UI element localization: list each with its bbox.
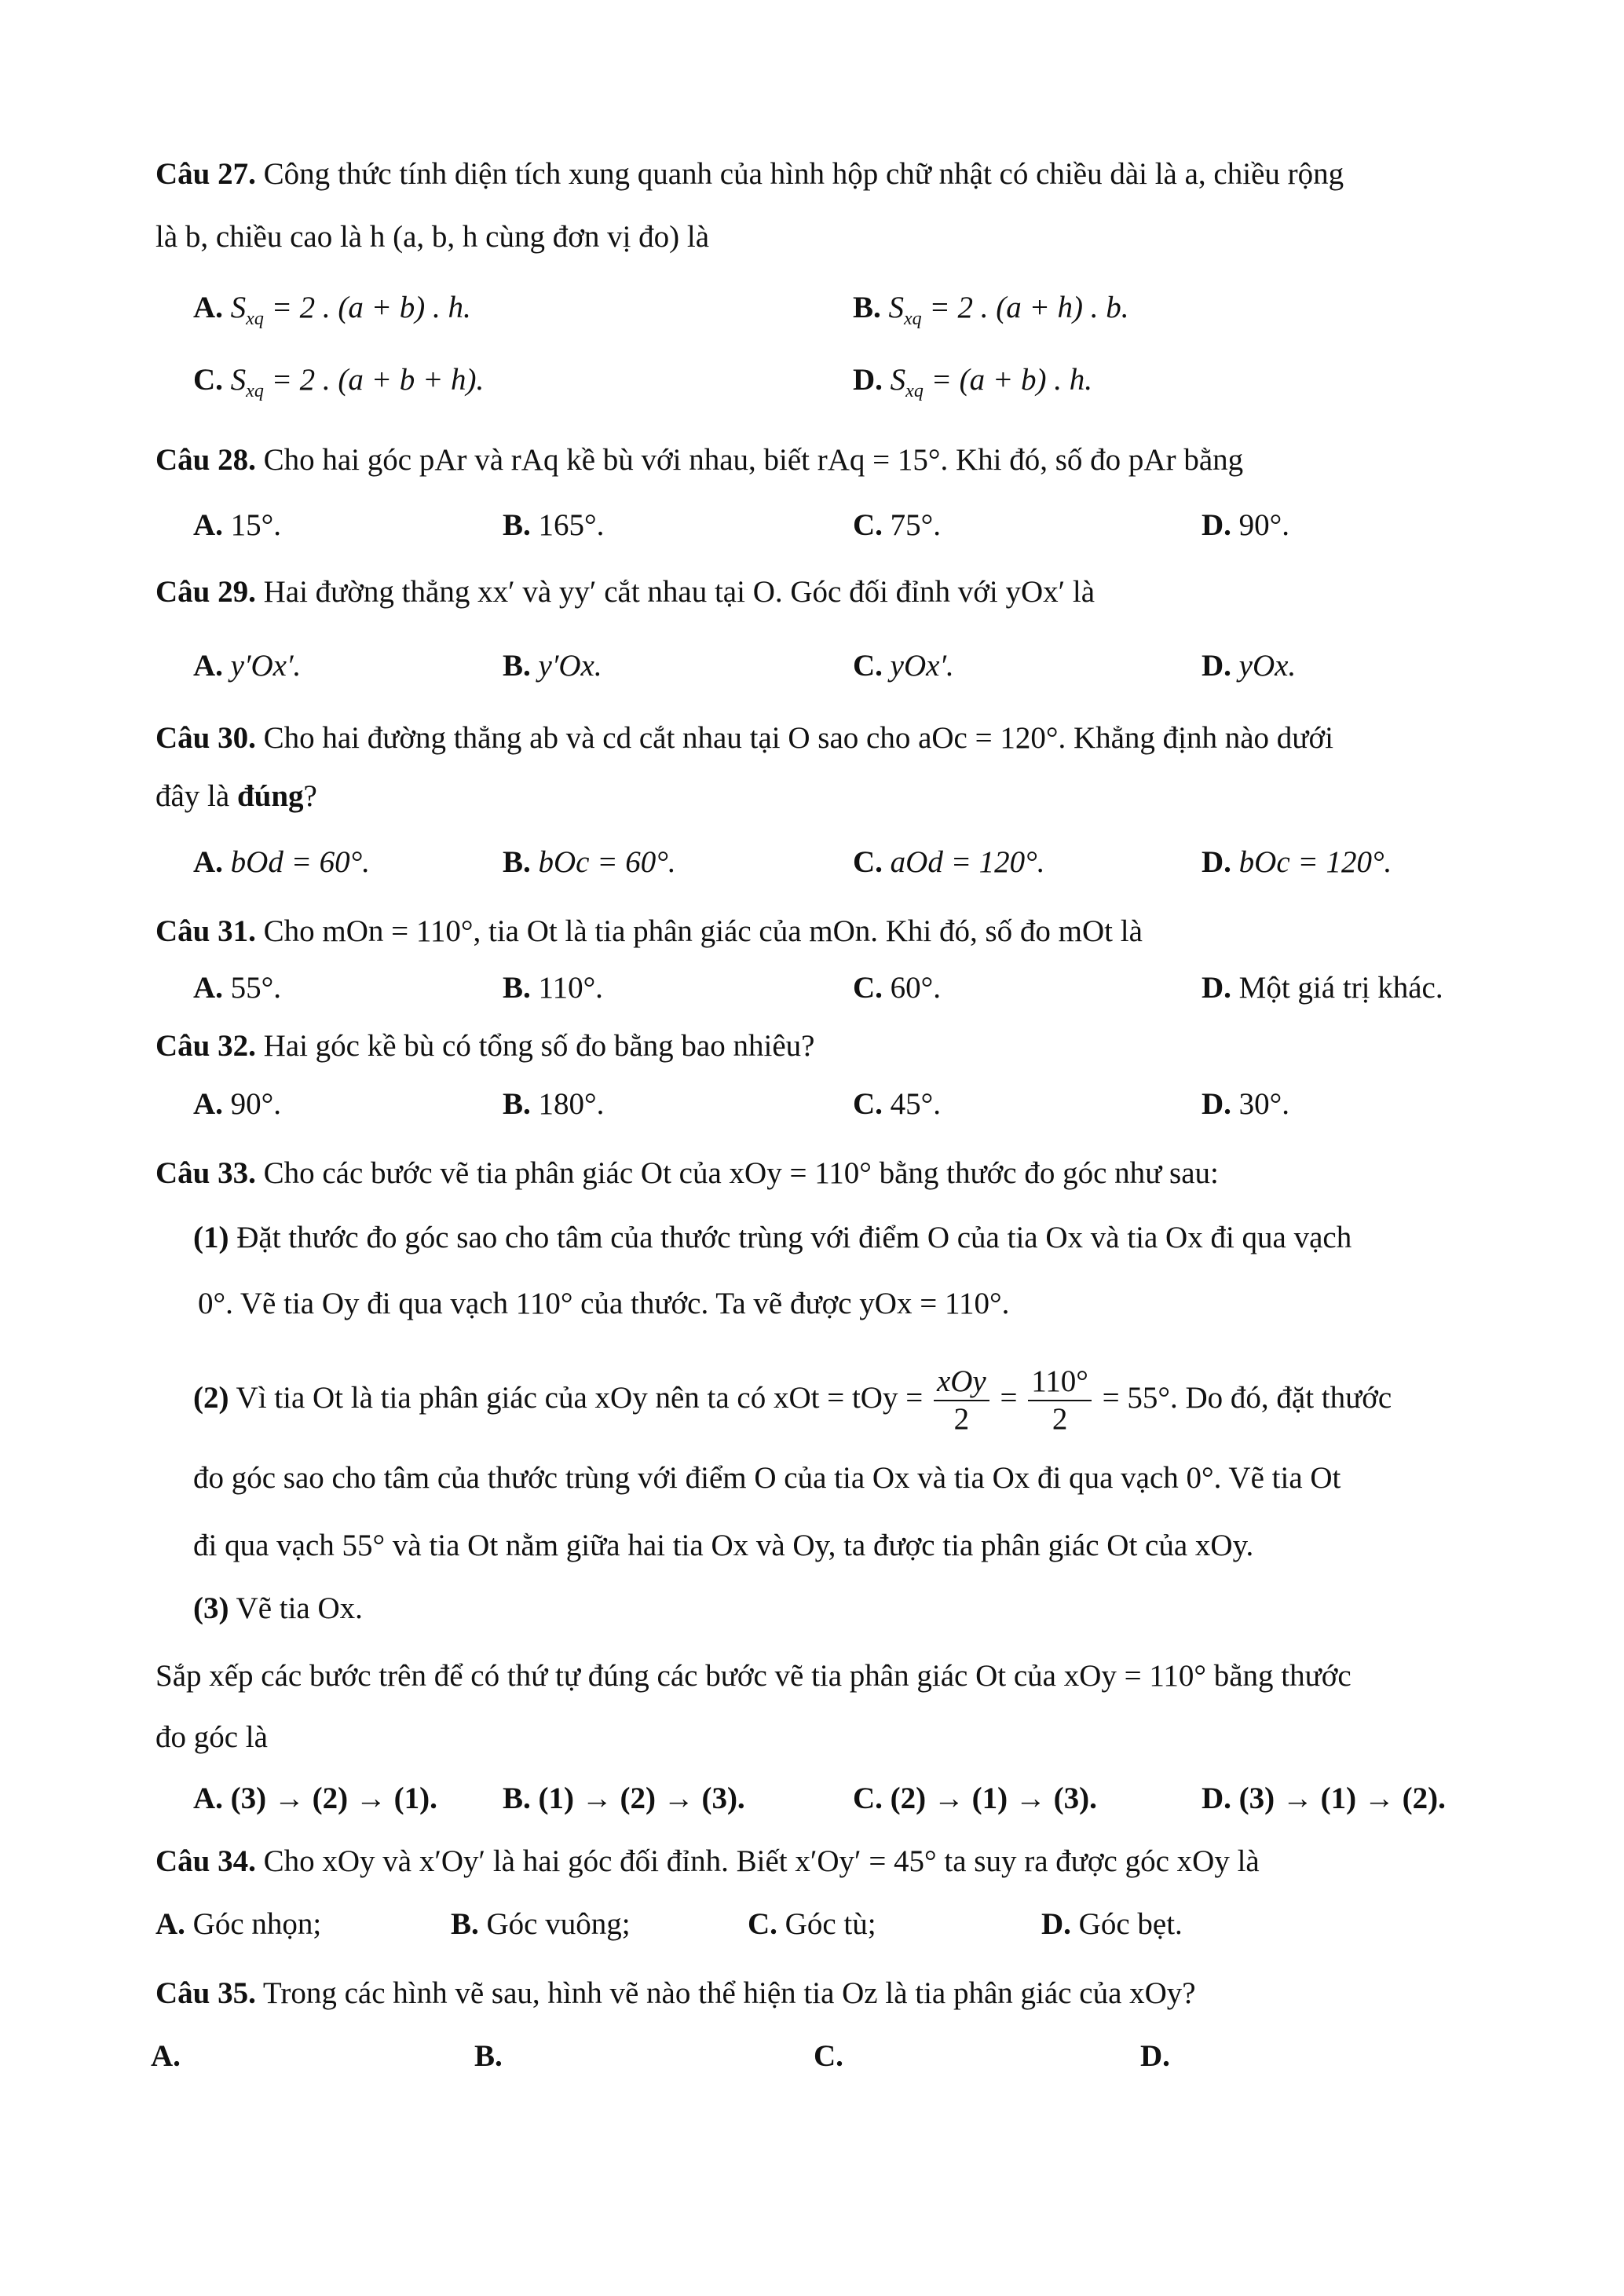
q27-c-s: S — [230, 363, 247, 397]
q33-step3-text: Vẽ tia Ox. — [236, 1591, 363, 1625]
q27-c-label: C. — [193, 363, 223, 397]
q33-ask2: đo góc là — [155, 1720, 268, 1754]
q27-b-rest: = 2 . (a + h) . b. — [921, 291, 1129, 324]
q32-option-d — [1202, 1084, 1289, 1125]
q28-label: Câu 28. — [155, 443, 256, 477]
q34-c-label: C. — [748, 1907, 777, 1941]
q30-option-c — [853, 842, 1045, 883]
q34-c-text: Góc tù; — [785, 1907, 876, 1941]
q31-b-text: 110°. — [538, 971, 603, 1005]
q34-a-label: A. — [155, 1907, 185, 1941]
q33-option-a: A. (3) → (2) → (1). — [193, 1782, 437, 1815]
q27-option-d — [853, 360, 1092, 412]
q31-c-text: 60°. — [890, 971, 942, 1005]
q30-stem2c: ? — [303, 779, 317, 813]
q32-d-text: 30°. — [1238, 1087, 1290, 1121]
q27-b-sub: xq — [904, 308, 922, 329]
q29-b-text: y′Ox. — [538, 649, 602, 683]
q33-label: Câu 33. — [155, 1156, 256, 1190]
q28-b-text: 165°. — [538, 508, 605, 542]
q33-fraction-2 — [1028, 1364, 1092, 1437]
q33-step1-line1 — [193, 1218, 1352, 1258]
q28-c-label: C. — [853, 508, 883, 542]
q35-label: Câu 35. — [155, 1976, 256, 2010]
q33-equals: = — [1000, 1381, 1018, 1415]
q33-frac2-den: 2 — [1052, 1402, 1068, 1437]
q31-c-label: C. — [853, 971, 883, 1005]
q35-stem — [155, 1973, 1196, 2014]
q32-b-text: 180°. — [538, 1087, 605, 1121]
q35-option-d: D. — [1140, 2039, 1170, 2073]
q28-a-text: 15°. — [230, 508, 282, 542]
q34-option-a — [155, 1904, 321, 1945]
q33-step2-line3 — [193, 1525, 1253, 1566]
q27-a-label: A. — [193, 291, 223, 324]
q27-option-c — [193, 360, 484, 412]
q33-step2-post: = 55°. Do đó, đặt thước — [1102, 1381, 1392, 1415]
q28-option-a — [193, 505, 281, 546]
q33-frac2-num: 110° — [1028, 1364, 1092, 1401]
q35-option-a: A. — [151, 2039, 181, 2073]
q32-a-label: A. — [193, 1087, 223, 1121]
q33-option-c: C. (2) → (1) → (3). — [853, 1782, 1097, 1815]
q30-c-text: aOd = 120°. — [890, 845, 1045, 879]
q34-b-text: Góc vuông; — [486, 1907, 631, 1941]
q31-stem-text: Cho mOn = 110°, tia Ot là tia phân giác của mOn. Khi đó, số đo mOt là — [263, 914, 1143, 948]
q31-d-label: D. — [1202, 971, 1231, 1005]
q27-stem1: Công thức tính diện tích xung quanh của hình hộp chữ nhật có chiều dài là a, chiều rộng — [263, 157, 1344, 191]
q31-b-label: B. — [503, 971, 531, 1005]
q32-option-c — [853, 1084, 941, 1125]
q33-step2-label: (2) — [193, 1381, 229, 1415]
q29-label: Câu 29. — [155, 575, 256, 609]
q32-label: Câu 32. — [155, 1029, 256, 1063]
q27-b-s: S — [888, 291, 905, 324]
q31-option-b — [503, 968, 603, 1009]
q33-option-b: B. (1) → (2) → (3). — [503, 1782, 745, 1815]
q30-option-b — [503, 842, 676, 883]
q34-d-text: Góc bẹt. — [1078, 1907, 1183, 1941]
q30-stem2b: đúng — [236, 779, 304, 813]
q34-option-c — [748, 1904, 876, 1945]
q27-d-sub: xq — [905, 380, 924, 401]
q31-option-a — [193, 968, 281, 1009]
q33-fraction-1 — [934, 1364, 989, 1437]
q33-ask-line2 — [155, 1717, 268, 1758]
q31-d-text: Một giá trị khác. — [1238, 971, 1443, 1005]
q35-stem-text: Trong các hình vẽ sau, hình vẽ nào thể hiện tia Oz là tia phân giác của xOy? — [262, 1976, 1196, 2010]
q27-stem-line2 — [155, 217, 709, 258]
q28-a-label: A. — [193, 508, 223, 542]
q30-option-d — [1202, 842, 1392, 883]
q30-stem1: Cho hai đường thẳng ab và cd cắt nhau tại O sao cho aOc = 120°. Khẳng định nào dưới — [263, 721, 1333, 755]
q32-option-a — [193, 1084, 281, 1125]
q27-label: Câu 27. — [155, 157, 256, 191]
q29-stem-text: Hai đường thẳng xx′ và yy′ cắt nhau tại O. Góc đối đỉnh với yOx′ là — [263, 575, 1095, 609]
q29-option-c — [853, 646, 954, 687]
q28-c-text: 75°. — [890, 508, 942, 542]
q28-stem-text: Cho hai góc pAr và rAq kề bù với nhau, biết rAq = 15°. Khi đó, số đo pAr bằng — [263, 443, 1244, 477]
q34-stem-text: Cho xOy và x′Oy′ là hai góc đối đỉnh. Biết x′Oy′ = 45° ta suy ra được góc xOy là — [263, 1844, 1260, 1878]
q27-d-s: S — [890, 363, 906, 397]
q28-d-text: 90°. — [1238, 508, 1290, 542]
q30-d-text: bOc = 120°. — [1238, 845, 1392, 879]
q27-c-sub: xq — [246, 380, 264, 401]
q29-option-d — [1202, 646, 1296, 687]
q28-stem — [155, 440, 1243, 481]
q33-step2-pre: Vì tia Ot là tia phân giác của xOy nên ta có xOt = tOy = — [236, 1381, 924, 1415]
q27-d-label: D. — [853, 363, 883, 397]
q32-stem — [155, 1026, 814, 1067]
q30-a-text: bOd = 60°. — [230, 845, 370, 879]
q30-stem-line2 — [155, 776, 317, 817]
q30-stem-line1 — [155, 718, 1333, 759]
q28-option-d — [1202, 505, 1289, 546]
q33-step1-text-b: 0°. Vẽ tia Oy đi qua vạch 110° của thước. Ta vẽ được yOx = 110°. — [198, 1287, 1010, 1320]
q27-stem-line1 — [155, 154, 1344, 195]
q33-step2-text-b: đo góc sao cho tâm của thước trùng với điểm O của tia Ox và tia Ox đi qua vạch 0°. Vẽ tia Ot — [193, 1461, 1341, 1495]
q30-stem2a: đây là — [155, 779, 237, 813]
q32-option-b — [503, 1084, 604, 1125]
q27-a-s: S — [230, 291, 247, 324]
q29-c-text: yOx′. — [890, 649, 954, 683]
q29-a-text: y′Ox′. — [230, 649, 302, 683]
q33-step3-label: (3) — [193, 1591, 229, 1625]
q31-option-d — [1202, 968, 1443, 1009]
q29-a-label: A. — [193, 649, 223, 683]
q33-ask-line1 — [155, 1656, 1352, 1697]
q31-a-text: 55°. — [230, 971, 282, 1005]
q30-b-text: bOc = 60°. — [538, 845, 676, 879]
q29-stem — [155, 572, 1095, 613]
q29-option-a — [193, 646, 301, 687]
q33-step1-label: (1) — [193, 1221, 229, 1254]
q34-option-d — [1041, 1904, 1183, 1945]
q32-c-label: C. — [853, 1087, 883, 1121]
q27-b-label: B. — [853, 291, 881, 324]
q27-stem2: là b, chiều cao là h (a, b, h cùng đơn vị đo) là — [155, 220, 710, 254]
q33-step3 — [193, 1588, 363, 1629]
q33-stem-text: Cho các bước vẽ tia phân giác Ot của xOy = 110° bằng thước đo góc như sau: — [263, 1156, 1219, 1190]
q29-c-label: C. — [853, 649, 883, 683]
q30-option-a — [193, 842, 370, 883]
q32-c-text: 45°. — [890, 1087, 942, 1121]
q27-a-sub: xq — [246, 308, 264, 329]
q28-option-b — [503, 505, 604, 546]
q32-d-label: D. — [1202, 1087, 1231, 1121]
q34-b-label: B. — [451, 1907, 479, 1941]
q33-step2-text-c: đi qua vạch 55° và tia Ot nằm giữa hai tia Ox và Oy, ta được tia phân giác Ot của xOy. — [193, 1529, 1254, 1562]
q33-ask1: Sắp xếp các bước trên để có thứ tự đúng các bước vẽ tia phân giác Ot của xOy = 110° bằng thước — [155, 1659, 1352, 1693]
q29-option-b — [503, 646, 602, 687]
q33-frac1-den: 2 — [953, 1402, 970, 1437]
q30-b-label: B. — [503, 845, 531, 879]
q31-a-label: A. — [193, 971, 223, 1005]
q28-option-c — [853, 505, 941, 546]
q32-a-text: 90°. — [230, 1087, 282, 1121]
q33-step1-text-a: Đặt thước đo góc sao cho tâm của thước trùng với điểm O của tia Ox và tia Ox đi qua vạch — [236, 1221, 1352, 1254]
q32-b-label: B. — [503, 1087, 531, 1121]
q33-step2-line2 — [193, 1458, 1341, 1499]
q30-d-label: D. — [1202, 845, 1231, 879]
q29-b-label: B. — [503, 649, 531, 683]
q28-b-label: B. — [503, 508, 531, 542]
q28-d-label: D. — [1202, 508, 1231, 542]
q30-label: Câu 30. — [155, 721, 256, 755]
q27-a-rest: = 2 . (a + b) . h. — [263, 291, 471, 324]
q34-option-b — [451, 1904, 631, 1945]
q30-a-label: A. — [193, 845, 223, 879]
q27-c-rest: = 2 . (a + b + h). — [263, 363, 485, 397]
q34-label: Câu 34. — [155, 1844, 256, 1878]
q33-step1-line2 — [198, 1283, 1009, 1324]
q27-d-rest: = (a + b) . h. — [923, 363, 1092, 397]
q34-d-label: D. — [1041, 1907, 1071, 1941]
q27-option-a — [193, 287, 471, 339]
q31-label: Câu 31. — [155, 914, 256, 948]
q35-option-c: C. — [814, 2039, 843, 2073]
q35-option-b: B. — [474, 2039, 503, 2073]
q30-c-label: C. — [853, 845, 883, 879]
q34-a-text: Góc nhọn; — [192, 1907, 322, 1941]
q33-step2-line1 — [193, 1355, 1392, 1441]
q32-stem-text: Hai góc kề bù có tổng số đo bằng bao nhiêu? — [263, 1029, 815, 1063]
q29-d-label: D. — [1202, 649, 1231, 683]
q33-frac1-num: xOy — [934, 1364, 989, 1401]
q31-option-c — [853, 968, 941, 1009]
q31-stem — [155, 911, 1143, 952]
q27-option-b — [853, 287, 1129, 339]
q33-stem — [155, 1153, 1219, 1194]
q33-option-d: D. (3) → (1) → (2). — [1202, 1782, 1446, 1815]
q29-d-text: yOx. — [1238, 649, 1297, 683]
q34-stem — [155, 1841, 1260, 1882]
